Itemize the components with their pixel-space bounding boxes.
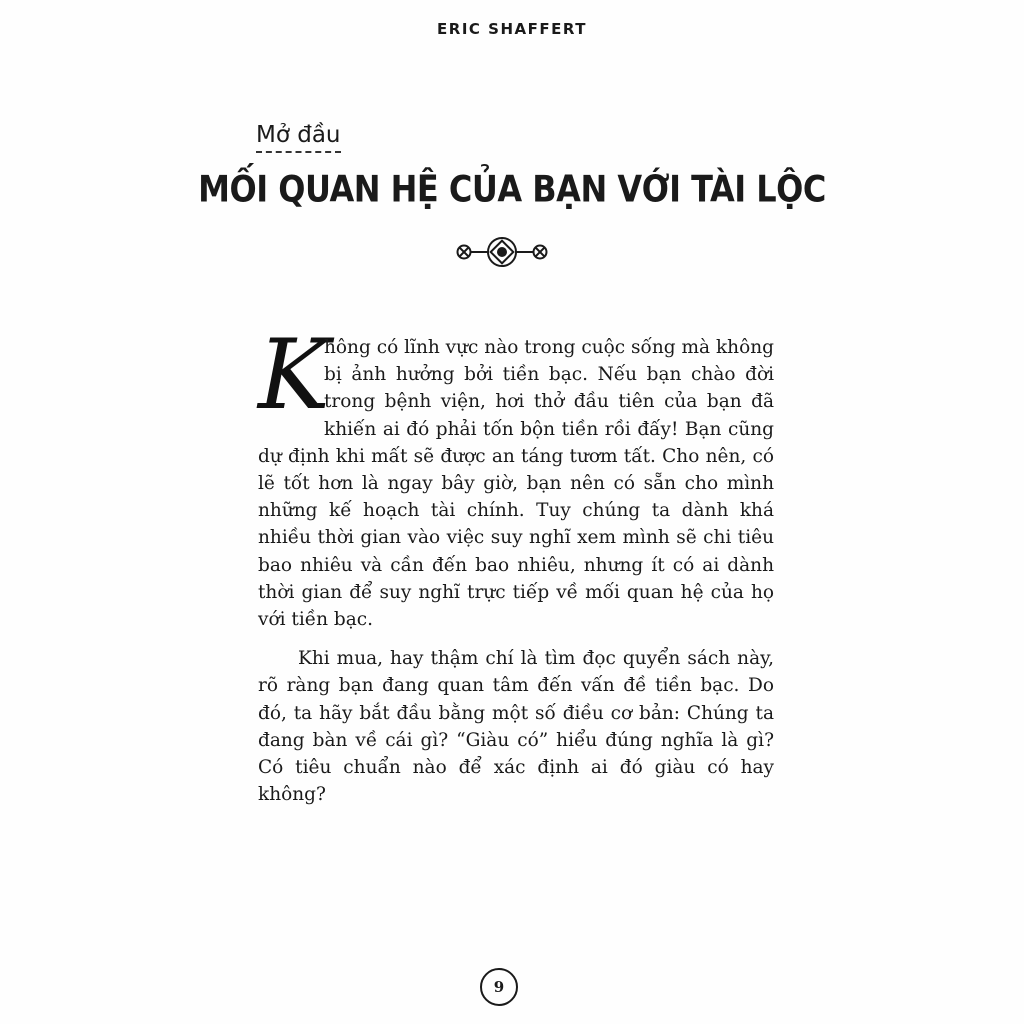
paragraph-1 bbox=[258, 319, 774, 633]
page-number: 9 bbox=[480, 968, 518, 1006]
paragraph-1-text: hông có lĩnh vực nào trong cuộc sống mà không bị ảnh hưởng bởi tiền bạc. Nếu bạn chào đời trong bệnh viện, hơi thở đầu tiên của bạn đã khiến ai đó phải tốn bộn tiền rồi đấy! Bạn cũng dự định khi mất sẽ được an táng tươm tất. Cho nên, có lẽ tốt hơn là ngay bây giờ, bạn nên có sẵn cho mình những kế hoạch tài chính. Tuy chúng ta dành khá nhiều thời gian vào việc suy nghĩ xem mình sẽ chi tiêu bao nhiêu và cần đến bao nhiêu, nhưng ít có ai dành thời gian để suy nghĩ trực tiếp về mối quan hệ của họ với tiền bạc. bbox=[258, 337, 774, 631]
chapter-label: Mở đầu bbox=[256, 122, 341, 153]
running-head-author: ERIC SHAFFERT bbox=[437, 20, 587, 38]
paragraph-2: Khi mua, hay thậm chí là tìm đọc quyển sách này, rõ ràng bạn đang quan tâm đến vấn đề tiền bạc. Do đó, ta hãy bắt đầu bằng một số điều cơ bản: Chúng ta đang bàn về cái gì? “Giàu có” hiểu đúng nghĩa là gì? Có tiêu chuẩn nào để xác định ai đó giàu có hay không? bbox=[258, 648, 774, 806]
body-text bbox=[258, 319, 774, 808]
chapter-title: MỐI QUAN HỆ CỦA BẠN VỚI TÀI LỘC bbox=[198, 167, 826, 211]
decorative-divider-icon bbox=[454, 235, 550, 269]
drop-cap: K bbox=[258, 319, 330, 431]
